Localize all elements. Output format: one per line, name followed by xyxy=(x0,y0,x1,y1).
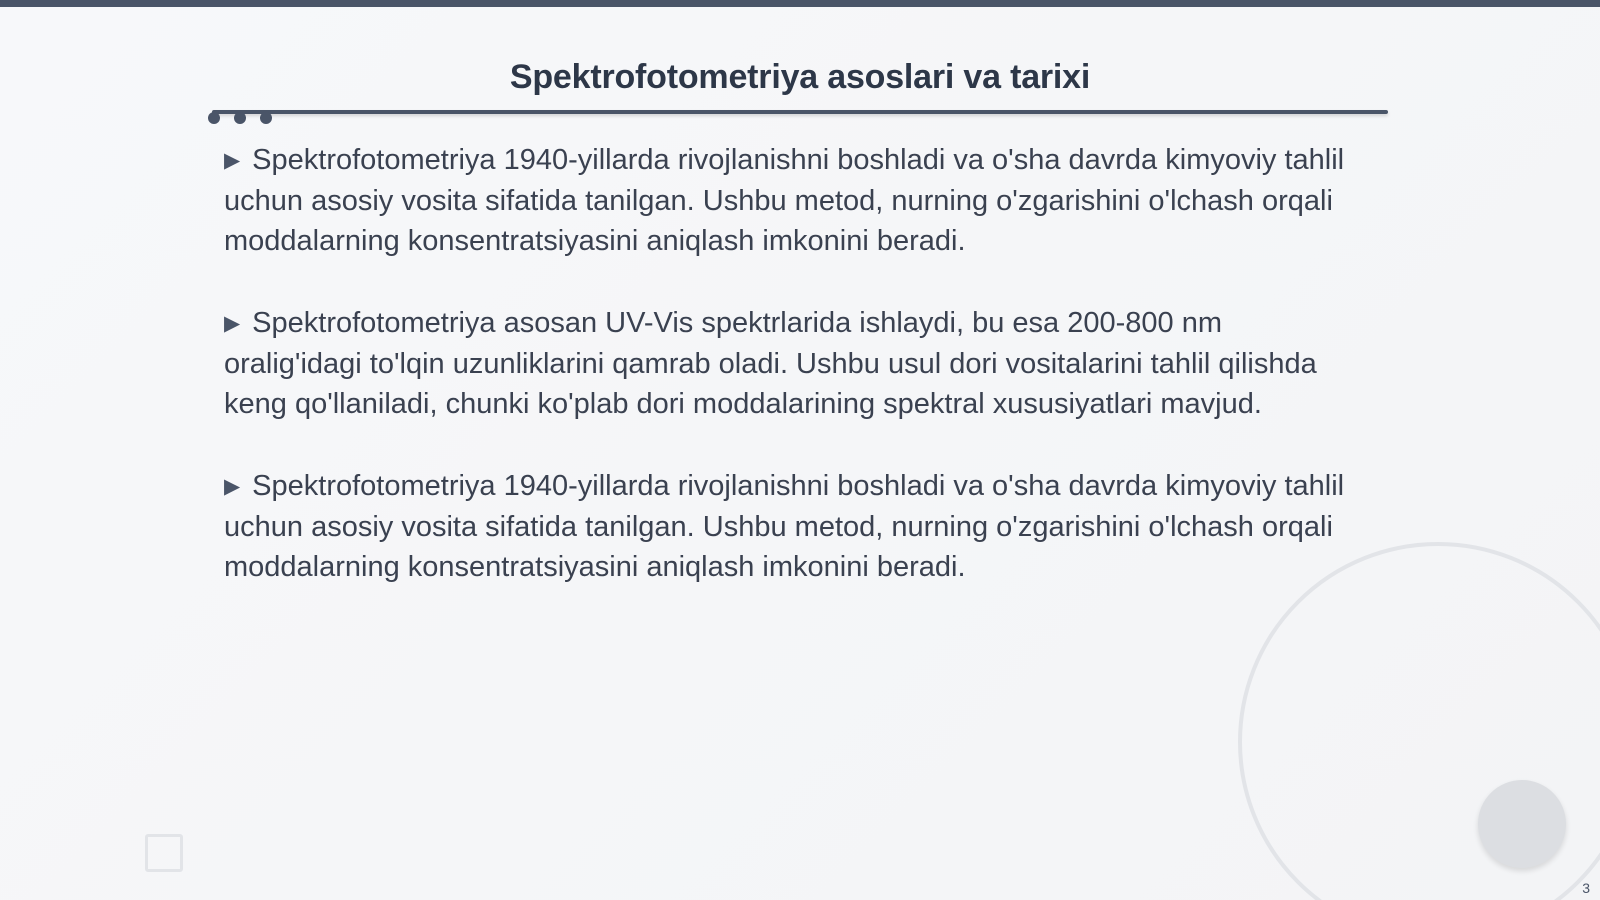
decorative-square xyxy=(145,834,183,872)
bullet-item xyxy=(224,466,1364,587)
page-number: 3 xyxy=(1582,880,1590,896)
bullet-item xyxy=(224,303,1364,424)
triangle-bullet-icon: ▶ xyxy=(224,312,241,335)
triangle-bullet-icon: ▶ xyxy=(224,475,241,498)
top-accent-bar xyxy=(0,0,1600,7)
bullet-list xyxy=(224,140,1364,629)
decorative-dot xyxy=(234,112,246,124)
slide-title: Spektrofotometriya asoslari va tarixi xyxy=(509,58,1091,96)
bullet-text: Spektrofotometriya 1940-yillarda rivojlanishni boshladi va o'sha davrda kimyoviy tahlil uchun asosiy vosita sifatida tanilgan. Ushbu metod, nurning o'zgarishini o'lchash orqali moddalarning konsentratsiyasini aniqlash imkonini beradi. xyxy=(224,144,1345,257)
decorative-disc xyxy=(1478,780,1566,868)
bullet-item xyxy=(224,140,1364,261)
bullet-text: Spektrofotometriya 1940-yillarda rivojlanishni boshladi va o'sha davrda kimyoviy tahlil uchun asosiy vosita sifatida tanilgan. Ushbu metod, nurning o'zgarishini o'lchash orqali moddalarning konsentratsiyasini aniqlash imkonini beradi. xyxy=(224,470,1345,583)
decorative-dot xyxy=(260,112,272,124)
triangle-bullet-icon: ▶ xyxy=(224,149,241,172)
title-underline xyxy=(212,110,1388,114)
decorative-dot xyxy=(208,112,220,124)
bullet-text: Spektrofotometriya asosan UV-Vis spektrlarida ishlaydi, bu esa 200-800 nm oralig'idagi to'lqin uzunliklarini qamrab oladi. Ushbu usul dori vositalarini tahlil qilishda keng qo'llaniladi, chunki ko'plab dori moddalarining spektral xususiyatlari mavjud. xyxy=(224,307,1317,420)
